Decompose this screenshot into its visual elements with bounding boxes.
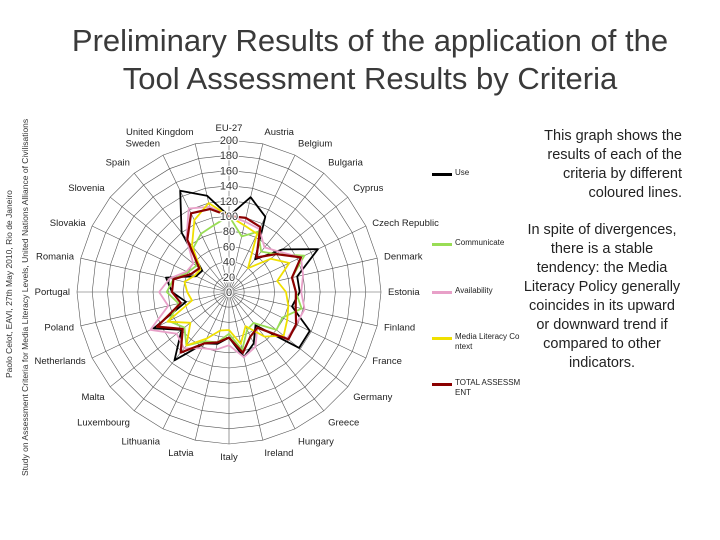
legend-swatch bbox=[432, 243, 452, 246]
radial-tick-label: 100 bbox=[219, 211, 239, 223]
category-label: Bulgaria bbox=[328, 157, 363, 169]
category-label: EU-27 bbox=[215, 123, 243, 134]
radial-tick-label: 40 bbox=[222, 256, 236, 269]
category-label: Greece bbox=[328, 417, 360, 429]
category-label: Malta bbox=[81, 392, 105, 404]
legend-swatch bbox=[432, 383, 452, 386]
category-label: Latvia bbox=[168, 448, 194, 459]
category-label: Netherlands bbox=[34, 356, 86, 367]
grid-spoke bbox=[81, 292, 229, 326]
grid-spoke bbox=[229, 292, 263, 440]
title-line-2: Tool Assessment Results by Criteria bbox=[122, 61, 618, 96]
category-label: Romania bbox=[35, 251, 74, 263]
grid-spoke bbox=[110, 292, 229, 387]
note-paragraph-2: In spite of divergences, there is a stable tendency: the Media Literacy Policy generally coincides in its upward or downward trend if compared to other indicators. bbox=[523, 222, 681, 371]
category-label: Germany bbox=[353, 392, 393, 404]
legend-swatch bbox=[432, 173, 452, 176]
category-label: Cyprus bbox=[353, 182, 384, 194]
credit-author-line: Paolo Celot, EAVI, 27th May 2010, Rio de Janeiro bbox=[4, 190, 14, 378]
category-label: Italy bbox=[220, 452, 238, 463]
category-label: Lithuania bbox=[121, 436, 160, 448]
legend-label: Use bbox=[455, 168, 470, 177]
legend-swatch bbox=[432, 337, 452, 340]
radial-tick-label: 180 bbox=[219, 150, 239, 163]
note-paragraph-1: This graph shows the results of each of the criteria by different coloured lines. bbox=[544, 128, 682, 201]
category-label: Finland bbox=[384, 322, 416, 334]
category-label: Portugal bbox=[34, 287, 70, 298]
legend-label: Media Literacy Context bbox=[455, 332, 520, 351]
category-label: Ireland bbox=[264, 448, 294, 459]
credit-study-line: Study on Assessment Criteria for Media Literacy Levels, United Nations Alliance of Civilisations bbox=[20, 118, 30, 476]
radial-tick-label: 120 bbox=[219, 195, 239, 208]
category-label: France bbox=[372, 356, 402, 367]
radial-tick-label: 80 bbox=[222, 226, 236, 239]
category-label: Denmark bbox=[384, 251, 423, 263]
legend-label: Availability bbox=[455, 286, 493, 295]
category-label: Luxembourg bbox=[77, 417, 130, 429]
grid-spoke bbox=[229, 173, 324, 292]
category-label: Austria bbox=[264, 127, 294, 138]
category-label: Estonia bbox=[388, 287, 420, 298]
radial-tick-label: 140 bbox=[219, 180, 239, 193]
category-label: United Kingdom bbox=[125, 127, 194, 138]
radial-tick-label: 200 bbox=[219, 135, 239, 147]
grid-spoke bbox=[81, 258, 229, 292]
radial-tick-label: 60 bbox=[222, 241, 236, 254]
legend-swatch bbox=[432, 291, 452, 294]
grid-spoke bbox=[195, 292, 229, 440]
radial-tick-label: 160 bbox=[219, 165, 239, 178]
notes-panel bbox=[522, 127, 682, 373]
grid-spoke bbox=[229, 197, 348, 292]
radial-tick-label: 20 bbox=[222, 271, 236, 284]
category-label: Hungary bbox=[298, 436, 334, 448]
category-label: Slovakia bbox=[49, 218, 86, 229]
category-label: Czech Republic bbox=[372, 218, 439, 229]
title-line-1: Preliminary Results of the application of the bbox=[71, 23, 669, 58]
legend-label: TOTAL ASSESSMENT bbox=[455, 378, 521, 397]
category-label: Poland bbox=[44, 322, 74, 334]
category-label: Sweden bbox=[125, 138, 160, 150]
category-label: Spain bbox=[105, 157, 130, 169]
category-label: Slovenia bbox=[68, 182, 105, 194]
radial-tick-label: 0 bbox=[225, 287, 233, 299]
category-label: Belgium bbox=[298, 138, 333, 150]
legend-label: Communicate bbox=[455, 238, 505, 247]
